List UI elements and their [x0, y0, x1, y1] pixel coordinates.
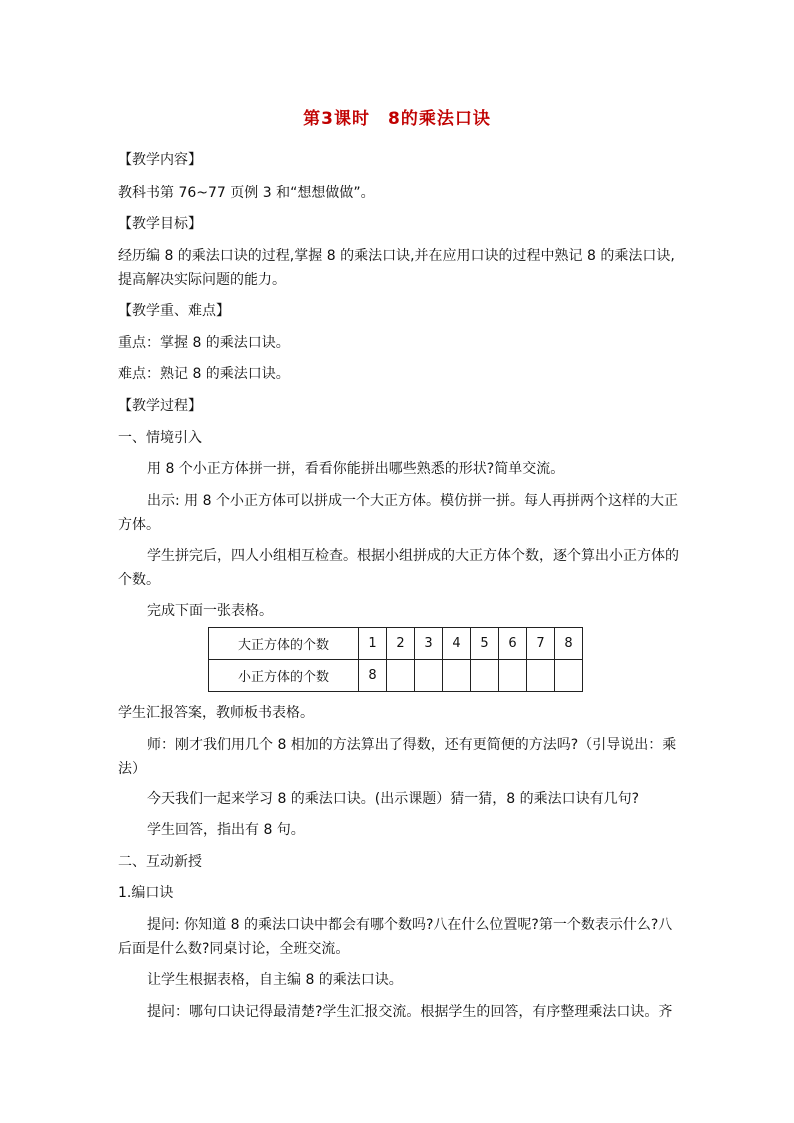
table-cell: 4 — [443, 628, 471, 660]
paragraph: 重点：掌握 8 的乘法口诀。 — [118, 335, 290, 351]
section-heading-goals: 【教学目标】 — [118, 216, 202, 232]
paragraph: 师：刚才我们用几个 8 相加的方法算出了得数，还有更简便的方法吗?（引导说出：乘 — [147, 737, 677, 753]
table-row-label: 小正方体的个数 — [209, 660, 359, 692]
subheading-new-lesson: 二、互动新授 — [118, 854, 202, 870]
table-row-label: 大正方体的个数 — [209, 628, 359, 660]
table-cell: 7 — [527, 628, 555, 660]
paragraph: 学生拼完后，四人小组相互检查。根据小组拼成的大正方体个数，逐个算出小正方体的 — [147, 548, 679, 564]
table-cell: 1 — [359, 628, 387, 660]
table-cell — [415, 660, 443, 692]
table-cell — [443, 660, 471, 692]
table-cell — [527, 660, 555, 692]
table-cell: 5 — [471, 628, 499, 660]
table-cell: 8 — [359, 660, 387, 692]
paragraph: 难点：熟记 8 的乘法口诀。 — [118, 366, 290, 382]
section-heading-keypoints: 【教学重、难点】 — [118, 303, 230, 319]
table-cell — [499, 660, 527, 692]
paragraph: 出示: 用 8 个小正方体可以拼成一个大正方体。模仿拼一拼。每人再拼两个这样的大正 — [147, 493, 678, 509]
paragraph: 学生回答，指出有 8 句。 — [147, 822, 305, 838]
paragraph: 完成下面一张表格。 — [147, 603, 273, 619]
paragraph: 经历编 8 的乘法口诀的过程,掌握 8 的乘法口诀,并在应用口诀的过程中熟记 8 的乘法口诀, — [118, 248, 675, 264]
table-cell: 3 — [415, 628, 443, 660]
table-row — [209, 628, 583, 660]
table-row — [209, 660, 583, 692]
paragraph: 让学生根据表格，自主编 8 的乘法口诀。 — [147, 972, 403, 988]
table-cell — [387, 660, 415, 692]
paragraph: 提问：哪句口诀记得最清楚?学生汇报交流。根据学生的回答，有序整理乘法口诀。齐 — [147, 1004, 673, 1020]
paragraph: 个数。 — [118, 572, 160, 588]
subheading-intro: 一、情境引入 — [118, 430, 202, 446]
table-cell: 8 — [555, 628, 583, 660]
table-cell — [555, 660, 583, 692]
table-cell: 2 — [387, 628, 415, 660]
section-heading-process: 【教学过程】 — [118, 398, 202, 414]
section-heading-content: 【教学内容】 — [118, 152, 202, 168]
paragraph: 法） — [118, 761, 146, 777]
paragraph: 学生汇报答案，教师板书表格。 — [118, 705, 314, 721]
page-title: 第3课时 8的乘法口诀 — [303, 109, 491, 129]
paragraph: 方体。 — [118, 517, 160, 533]
cube-count-table — [208, 627, 583, 692]
paragraph: 用 8 个小正方体拼一拼，看看你能拼出哪些熟悉的形状?简单交流。 — [147, 461, 565, 477]
table-cell: 6 — [499, 628, 527, 660]
paragraph: 提问: 你知道 8 的乘法口诀中都会有哪个数吗?八在什么位置呢?第一个数表示什么?八 — [147, 917, 673, 933]
subheading-compose: 1.编口诀 — [118, 885, 174, 901]
paragraph: 今天我们一起来学习 8 的乘法口诀。(出示课题）猜一猜，8 的乘法口诀有几句? — [147, 791, 640, 807]
paragraph: 提高解决实际问题的能力。 — [118, 272, 286, 288]
table-cell — [471, 660, 499, 692]
paragraph: 后面是什么数?同桌讨论，全班交流。 — [118, 941, 350, 957]
paragraph: 教科书第 76~77 页例 3 和“想想做做”。 — [118, 185, 375, 201]
